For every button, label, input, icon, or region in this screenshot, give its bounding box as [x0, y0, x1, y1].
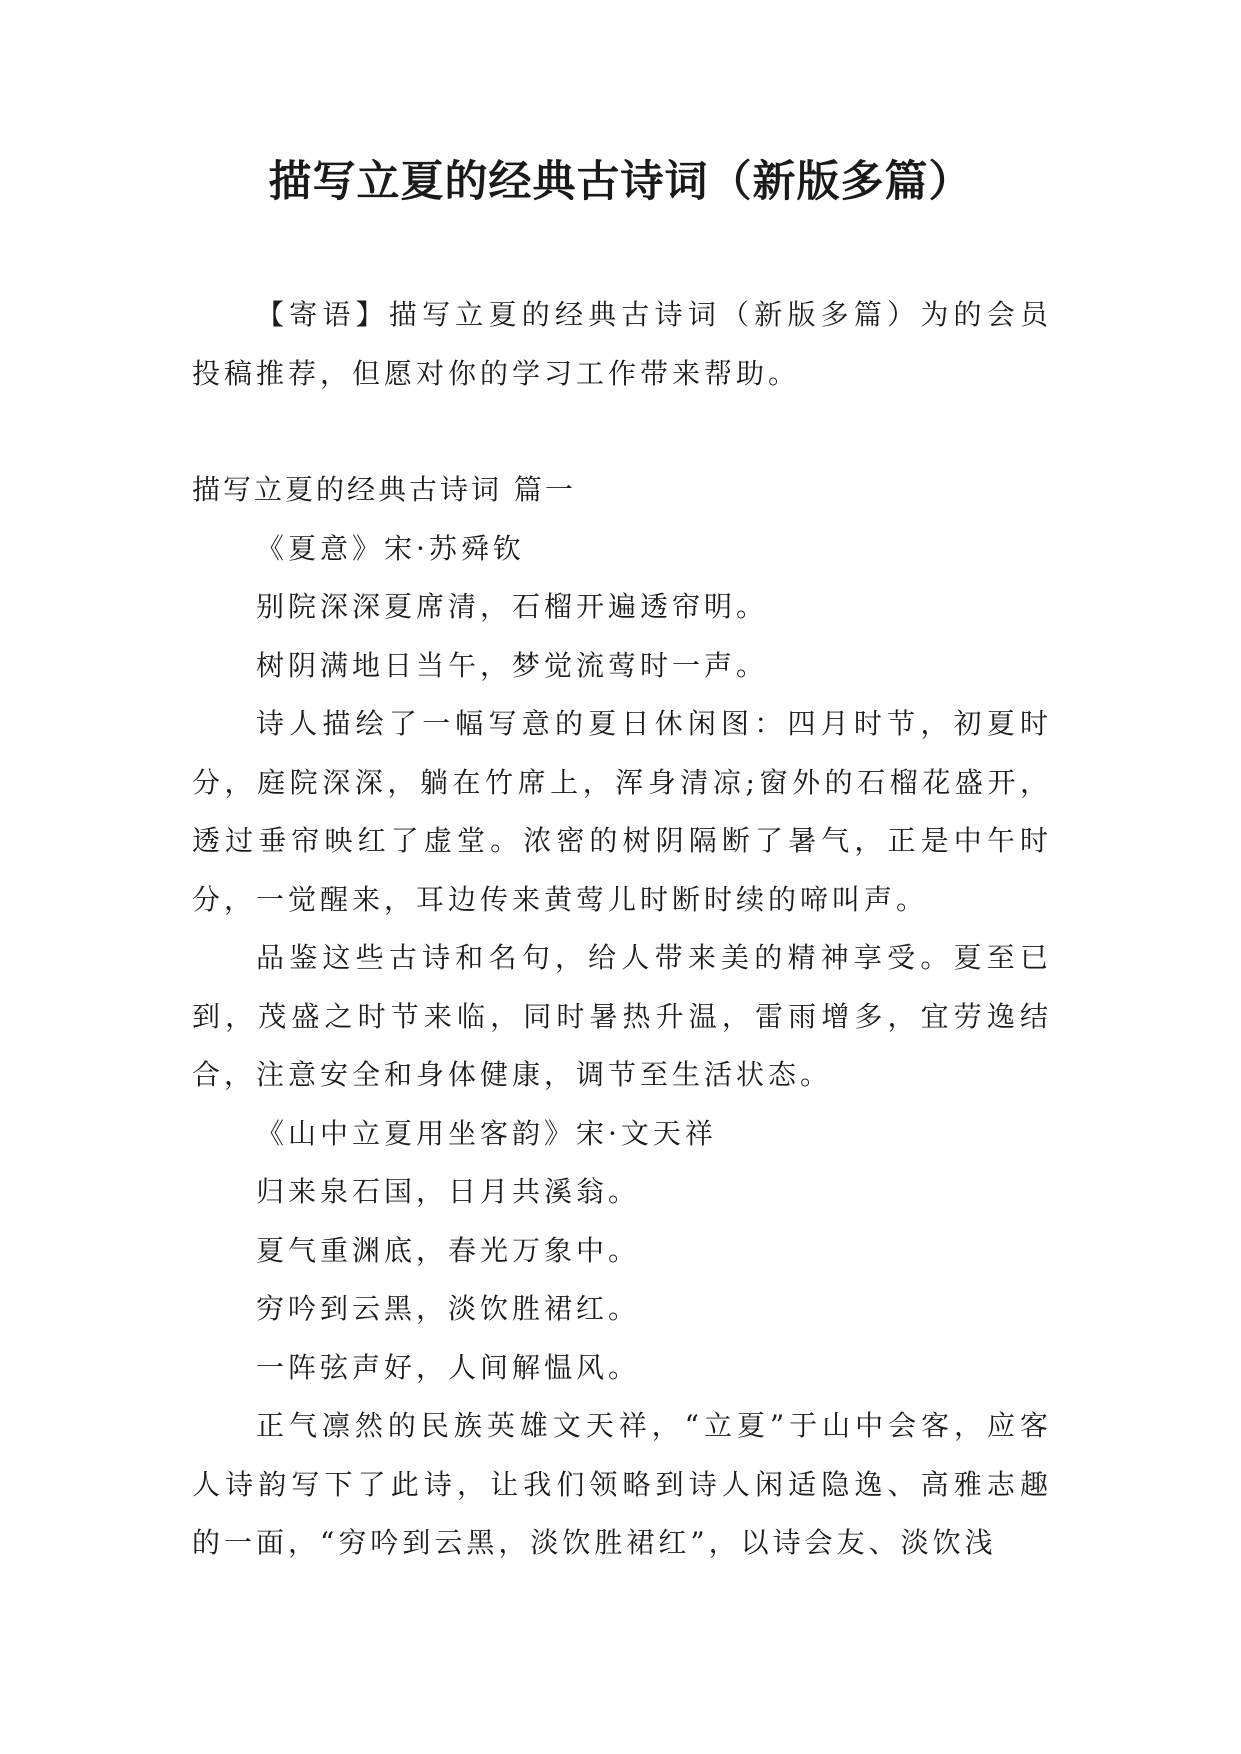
poem-line: 树阴满地日当午，梦觉流莺时一声。 [256, 648, 769, 682]
section-heading: 描写立夏的经典古诗词 篇一 [192, 473, 576, 506]
document-title: 描写立夏的经典古诗词（新版多篇） [268, 157, 973, 207]
poem-line: 归来泉石国，日月共溪翁。 [256, 1175, 641, 1208]
document-body [192, 286, 1052, 1573]
intro-paragraph: 【寄语】描写立夏的经典古诗词（新版多篇）为的会员投稿推荐，但愿对你的学习工作带来帮助。 [192, 298, 1052, 390]
appreciation-paragraph: 品鉴这些古诗和名句，给人带来美的精神享受。夏至已到，茂盛之时节来临，同时暑热升温，雷雨增多，宜劳逸结合，注意安全和身体健康，调节至生活状态。 [192, 941, 1052, 1091]
paragraph-spacer [192, 403, 1052, 461]
commentary-paragraph: 诗人描绘了一幅写意的夏日休闲图：四月时节，初夏时分，庭院深深，躺在竹席上，浑身清凉;窗外的石榴花盛开，透过垂帘映红了虚堂。浓密的树阴隔断了暑气，正是中午时分，一觉醒来，耳边传来黄莺儿时断时续的啼叫声。 [192, 707, 1052, 916]
poem-line: 一阵弦声好，人间解愠风。 [256, 1350, 641, 1384]
poem-line: 夏气重渊底，春光万象中。 [256, 1233, 641, 1267]
poem-title: 《夏意》宋·苏舜钦 [256, 531, 525, 565]
commentary-paragraph: 正气凛然的民族英雄文天祥，“立夏”于山中会客，应客人诗韵写下了此诗，让我们领略到诗人闲适隐逸、高雅志趣的一面，“穷吟到云黑，淡饮胜裙红”，以诗会友、淡饮浅 [192, 1409, 1052, 1559]
poem-title: 《山中立夏用坐客韵》宋·文天祥 [256, 1116, 717, 1150]
poem-line: 别院深深夏席清，石榴开遍透帘明。 [256, 590, 769, 623]
poem-line: 穷吟到云黑，淡饮胜裙红。 [256, 1292, 641, 1325]
